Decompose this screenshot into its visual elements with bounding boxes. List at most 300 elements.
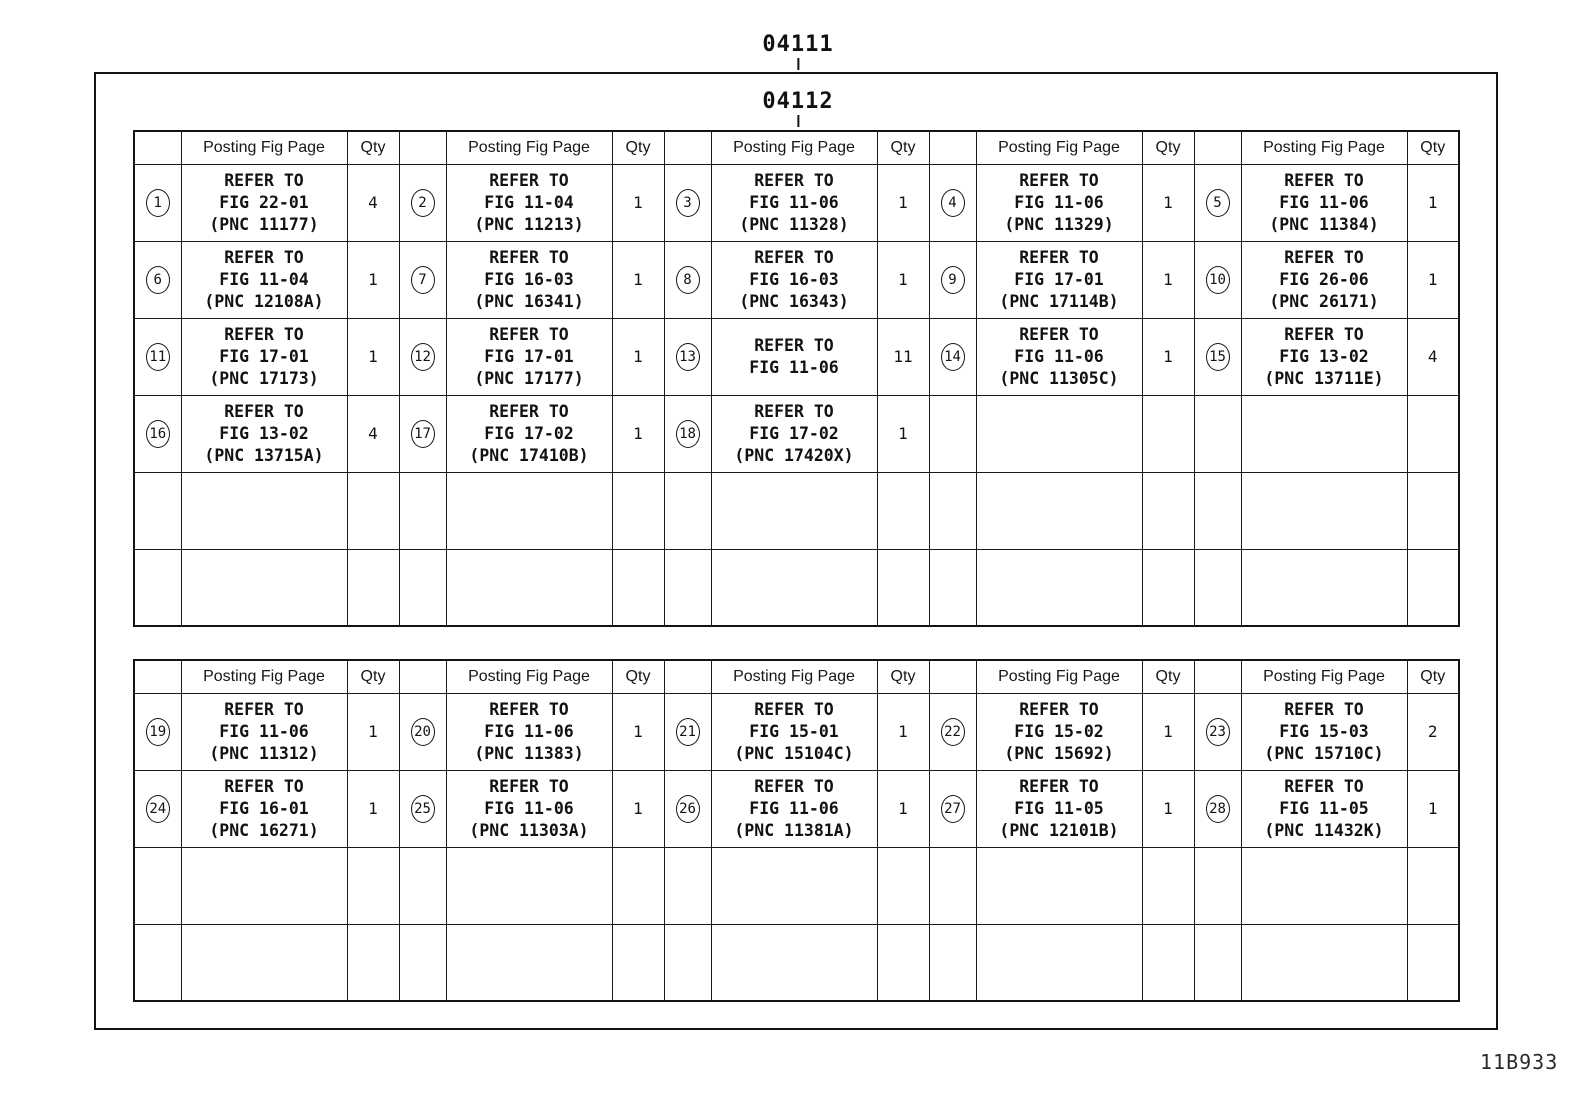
qty-value: 4 — [1427, 347, 1438, 366]
refer-to-line: REFER TO — [224, 699, 304, 719]
qty-value: 1 — [633, 722, 643, 741]
posting-fig-text — [999, 247, 1118, 313]
pnc-line: (PNC 11312) — [209, 743, 319, 763]
fig-page-line: FIG 15-02 — [1014, 721, 1104, 741]
empty-cell — [446, 847, 612, 924]
pnc-line: (PNC 11305C) — [999, 368, 1119, 388]
qty-cell — [1407, 693, 1459, 770]
posting-fig-cell — [181, 395, 347, 472]
item-number-cell — [664, 693, 711, 770]
data-row — [134, 395, 1459, 472]
item-number-badge: 16 — [146, 420, 170, 448]
posting-fig-cell — [711, 241, 877, 318]
item-col-header — [664, 131, 711, 164]
pnc-line: (PNC 11329) — [1004, 214, 1114, 234]
posting-fig-page-header: Posting Fig Page — [1241, 660, 1407, 693]
item-number-cell — [399, 770, 446, 847]
item-number-cell — [664, 318, 711, 395]
empty-cell — [1407, 847, 1459, 924]
part-code-04112 — [762, 89, 833, 127]
qty-header: Qty — [1407, 131, 1459, 164]
empty-cell — [1142, 549, 1194, 626]
fig-page-line: FIG 13-02 — [219, 423, 309, 443]
item-number-cell — [134, 693, 181, 770]
posting-fig-cell — [976, 318, 1142, 395]
leader-line-04112 — [797, 115, 799, 127]
fig-page-line: FIG 11-05 — [1014, 798, 1104, 818]
posting-fig-cell — [446, 770, 612, 847]
item-number-cell — [929, 164, 976, 241]
qty-value: 1 — [368, 722, 378, 741]
item-number-cell — [929, 770, 976, 847]
posting-fig-text — [474, 699, 583, 765]
qty-cell — [347, 693, 399, 770]
qty-header: Qty — [1407, 660, 1459, 693]
refer-to-line: REFER TO — [1019, 699, 1099, 719]
pnc-line: (PNC 16341) — [474, 291, 584, 311]
qty-cell — [347, 770, 399, 847]
empty-cell — [664, 847, 711, 924]
pnc-line: (PNC 17114B) — [999, 291, 1119, 311]
posting-fig-cell — [446, 318, 612, 395]
posting-fig-cell — [1241, 693, 1407, 770]
refer-to-line: REFER TO — [1284, 699, 1364, 719]
empty-cell — [347, 924, 399, 1001]
qty-cell — [612, 164, 664, 241]
empty-cell — [181, 549, 347, 626]
qty-header: Qty — [1142, 660, 1194, 693]
pnc-line: (PNC 11381A) — [734, 820, 854, 840]
posting-fig-table-lower-host — [133, 659, 1460, 1002]
item-number-badge: 18 — [676, 420, 700, 448]
posting-fig-text — [734, 401, 853, 467]
posting-fig-cell — [181, 241, 347, 318]
qty-cell — [877, 693, 929, 770]
item-number-cell — [134, 770, 181, 847]
qty-header: Qty — [612, 131, 664, 164]
empty-cell — [1142, 924, 1194, 1001]
posting-fig-page-header: Posting Fig Page — [181, 131, 347, 164]
qty-cell — [877, 241, 929, 318]
empty-cell — [134, 472, 181, 549]
refer-to-line: REFER TO — [754, 170, 834, 190]
posting-fig-page-header: Posting Fig Page — [446, 660, 612, 693]
qty-header: Qty — [877, 131, 929, 164]
posting-fig-cell — [181, 770, 347, 847]
empty-cell — [1407, 924, 1459, 1001]
posting-fig-text — [734, 776, 853, 842]
posting-fig-text — [739, 247, 848, 313]
qty-cell — [1407, 164, 1459, 241]
qty-value: 1 — [1163, 722, 1173, 741]
qty-header: Qty — [1142, 131, 1194, 164]
fig-page-line: FIG 26-06 — [1279, 269, 1369, 289]
empty-cell — [1241, 847, 1407, 924]
qty-cell — [1407, 395, 1459, 472]
empty-cell — [929, 847, 976, 924]
item-number-badge: 28 — [1206, 795, 1230, 823]
refer-to-line: REFER TO — [489, 776, 569, 796]
posting-fig-cell — [976, 395, 1142, 472]
pnc-line: (PNC 11384) — [1269, 214, 1379, 234]
item-col-header — [929, 660, 976, 693]
item-number-cell — [399, 164, 446, 241]
part-code-04111-text: 04111 — [762, 32, 834, 57]
fig-page-line: FIG 15-01 — [749, 721, 839, 741]
empty-cell — [1241, 472, 1407, 549]
qty-value: 4 — [368, 424, 378, 443]
leader-line-04111 — [797, 58, 799, 70]
qty-value: 1 — [1427, 270, 1438, 289]
empty-row — [134, 847, 1459, 924]
data-row — [134, 164, 1459, 241]
refer-to-line: REFER TO — [1019, 776, 1099, 796]
posting-fig-text — [1264, 699, 1383, 765]
empty-cell — [134, 924, 181, 1001]
refer-to-line: REFER TO — [224, 247, 304, 267]
fig-page-line: FIG 11-06 — [749, 357, 839, 377]
empty-cell — [664, 924, 711, 1001]
empty-cell — [347, 847, 399, 924]
posting-fig-cell — [976, 164, 1142, 241]
pnc-line: (PNC 16343) — [739, 291, 849, 311]
item-number-cell — [1194, 241, 1241, 318]
posting-fig-text — [1004, 699, 1113, 765]
qty-cell — [1142, 770, 1194, 847]
qty-cell — [612, 318, 664, 395]
empty-cell — [347, 549, 399, 626]
refer-to-line: REFER TO — [489, 699, 569, 719]
qty-value: 1 — [898, 193, 908, 212]
qty-cell — [1142, 318, 1194, 395]
pnc-line: (PNC 17410B) — [469, 445, 589, 465]
qty-value: 1 — [1163, 193, 1173, 212]
refer-to-line: REFER TO — [1019, 247, 1099, 267]
fig-page-line: FIG 11-04 — [484, 192, 574, 212]
item-col-header — [929, 131, 976, 164]
pnc-line: (PNC 11383) — [474, 743, 584, 763]
fig-page-line: FIG 17-01 — [219, 346, 309, 366]
empty-cell — [612, 847, 664, 924]
refer-to-line: REFER TO — [224, 170, 304, 190]
posting-fig-cell — [711, 693, 877, 770]
item-number-badge: 27 — [941, 795, 965, 823]
item-number-badge: 2 — [411, 189, 435, 217]
qty-value: 1 — [368, 270, 378, 289]
fig-page-line: FIG 11-04 — [219, 269, 309, 289]
item-number-badge: 14 — [941, 343, 965, 371]
posting-fig-page-header: Posting Fig Page — [976, 131, 1142, 164]
fig-page-line: FIG 11-06 — [484, 798, 574, 818]
refer-to-line: REFER TO — [224, 324, 304, 344]
qty-value: 1 — [1427, 193, 1438, 212]
pnc-line: (PNC 11432K) — [1264, 820, 1384, 840]
refer-to-line: REFER TO — [1019, 324, 1099, 344]
qty-value: 2 — [1427, 722, 1438, 741]
refer-to-line: REFER TO — [1284, 776, 1364, 796]
qty-value: 1 — [1163, 347, 1173, 366]
qty-cell — [1407, 241, 1459, 318]
empty-cell — [976, 472, 1142, 549]
qty-value: 1 — [368, 799, 378, 818]
posting-fig-text — [749, 335, 838, 379]
posting-fig-cell — [1241, 164, 1407, 241]
item-number-cell — [1194, 318, 1241, 395]
item-col-header — [664, 660, 711, 693]
empty-cell — [1194, 924, 1241, 1001]
posting-fig-text — [1269, 170, 1378, 236]
empty-cell — [446, 924, 612, 1001]
empty-cell — [399, 472, 446, 549]
fig-page-line: FIG 11-06 — [1279, 192, 1369, 212]
qty-value: 1 — [898, 424, 908, 443]
item-number-badge: 7 — [411, 266, 435, 294]
item-number-cell — [664, 241, 711, 318]
qty-cell — [347, 164, 399, 241]
posting-fig-cell — [181, 693, 347, 770]
item-number-cell — [929, 318, 976, 395]
fig-page-line: FIG 16-03 — [749, 269, 839, 289]
item-col-header — [1194, 660, 1241, 693]
refer-to-line: REFER TO — [489, 401, 569, 421]
posting-fig-text — [209, 170, 318, 236]
pnc-line: (PNC 17177) — [474, 368, 584, 388]
qty-cell — [1142, 395, 1194, 472]
data-row — [134, 318, 1459, 395]
item-number-cell — [134, 318, 181, 395]
pnc-line: (PNC 15104C) — [734, 743, 854, 763]
pnc-line: (PNC 17173) — [209, 368, 319, 388]
qty-cell — [347, 318, 399, 395]
pnc-line: (PNC 13715A) — [204, 445, 324, 465]
posting-fig-page-header: Posting Fig Page — [1241, 131, 1407, 164]
posting-fig-cell — [711, 770, 877, 847]
fig-page-line: FIG 22-01 — [219, 192, 309, 212]
fig-page-line: FIG 17-01 — [1014, 269, 1104, 289]
empty-cell — [612, 549, 664, 626]
posting-fig-text — [474, 324, 583, 390]
fig-page-line: FIG 11-06 — [1014, 346, 1104, 366]
item-number-cell — [1194, 395, 1241, 472]
pnc-line: (PNC 12108A) — [204, 291, 324, 311]
empty-cell — [1194, 847, 1241, 924]
refer-to-line: REFER TO — [489, 324, 569, 344]
qty-cell — [877, 318, 929, 395]
data-row — [134, 241, 1459, 318]
empty-cell — [1407, 549, 1459, 626]
posting-fig-text — [209, 776, 318, 842]
part-code-04112-text: 04112 — [762, 89, 834, 114]
pnc-line: (PNC 16271) — [209, 820, 319, 840]
refer-to-line: REFER TO — [754, 401, 834, 421]
item-number-badge: 6 — [146, 266, 170, 294]
refer-to-line: REFER TO — [224, 776, 304, 796]
fig-page-line: FIG 15-03 — [1279, 721, 1369, 741]
refer-to-line: REFER TO — [754, 335, 834, 355]
empty-cell — [1142, 472, 1194, 549]
refer-to-line: REFER TO — [1284, 170, 1364, 190]
empty-cell — [1241, 924, 1407, 1001]
refer-to-line: REFER TO — [1019, 170, 1099, 190]
item-number-cell — [1194, 770, 1241, 847]
part-code-04111 — [762, 32, 833, 70]
posting-fig-text — [204, 247, 323, 313]
empty-cell — [181, 924, 347, 1001]
empty-row — [134, 472, 1459, 549]
posting-fig-text — [734, 699, 853, 765]
qty-cell — [877, 164, 929, 241]
qty-cell — [1142, 693, 1194, 770]
item-number-cell — [134, 395, 181, 472]
empty-cell — [399, 924, 446, 1001]
empty-cell — [929, 472, 976, 549]
pnc-line: (PNC 26171) — [1269, 291, 1379, 311]
empty-cell — [976, 549, 1142, 626]
posting-fig-cell — [446, 693, 612, 770]
posting-fig-cell — [711, 164, 877, 241]
empty-cell — [181, 847, 347, 924]
posting-fig-page-header: Posting Fig Page — [446, 131, 612, 164]
pnc-line: (PNC 15710C) — [1264, 743, 1384, 763]
posting-fig-cell — [711, 318, 877, 395]
posting-fig-text — [474, 170, 583, 236]
item-col-header — [134, 660, 181, 693]
item-number-cell — [134, 164, 181, 241]
empty-row — [134, 924, 1459, 1001]
item-number-badge: 22 — [941, 718, 965, 746]
posting-fig-page-header: Posting Fig Page — [711, 131, 877, 164]
qty-value: 1 — [633, 270, 643, 289]
qty-cell — [877, 395, 929, 472]
qty-header: Qty — [347, 131, 399, 164]
empty-cell — [1194, 472, 1241, 549]
qty-value: 1 — [1163, 270, 1173, 289]
qty-value: 1 — [368, 347, 378, 366]
empty-cell — [1194, 549, 1241, 626]
item-number-cell — [399, 318, 446, 395]
item-number-cell — [929, 241, 976, 318]
posting-fig-cell — [181, 318, 347, 395]
item-number-cell — [664, 164, 711, 241]
qty-value: 11 — [893, 347, 913, 366]
item-number-badge: 17 — [411, 420, 435, 448]
qty-value: 1 — [1163, 799, 1173, 818]
empty-cell — [134, 549, 181, 626]
empty-cell — [877, 549, 929, 626]
empty-cell — [664, 472, 711, 549]
item-col-header — [1194, 131, 1241, 164]
empty-cell — [711, 549, 877, 626]
empty-cell — [877, 472, 929, 549]
posting-fig-page-header: Posting Fig Page — [976, 660, 1142, 693]
refer-to-line: REFER TO — [754, 247, 834, 267]
qty-value: 1 — [1427, 799, 1438, 818]
fig-page-line: FIG 11-06 — [749, 798, 839, 818]
fig-page-line: FIG 17-01 — [484, 346, 574, 366]
empty-cell — [399, 847, 446, 924]
item-number-badge: 8 — [676, 266, 700, 294]
qty-cell — [1407, 318, 1459, 395]
posting-fig-text — [999, 324, 1118, 390]
posting-fig-cell — [976, 241, 1142, 318]
fig-page-line: FIG 11-06 — [219, 721, 309, 741]
pnc-line: (PNC 17420X) — [734, 445, 854, 465]
sheet-code: 11B933 — [1480, 1050, 1559, 1074]
posting-fig-text — [1004, 170, 1113, 236]
item-number-badge: 23 — [1206, 718, 1230, 746]
qty-header: Qty — [612, 660, 664, 693]
item-number-badge: 20 — [411, 718, 435, 746]
qty-value: 1 — [898, 722, 908, 741]
refer-to-line: REFER TO — [489, 170, 569, 190]
posting-fig-text — [204, 401, 323, 467]
posting-fig-cell — [1241, 395, 1407, 472]
empty-cell — [1241, 549, 1407, 626]
posting-fig-text — [469, 401, 588, 467]
posting-fig-cell — [1241, 241, 1407, 318]
fig-page-line: FIG 11-05 — [1279, 798, 1369, 818]
posting-fig-cell — [446, 241, 612, 318]
refer-to-line: REFER TO — [489, 247, 569, 267]
posting-fig-text — [209, 324, 318, 390]
qty-cell — [1142, 164, 1194, 241]
empty-cell — [929, 924, 976, 1001]
posting-fig-text — [209, 699, 318, 765]
item-number-cell — [929, 395, 976, 472]
item-number-badge: 13 — [676, 343, 700, 371]
item-col-header — [399, 660, 446, 693]
item-col-header — [399, 131, 446, 164]
qty-value: 1 — [633, 799, 643, 818]
posting-fig-text — [1269, 247, 1378, 313]
empty-cell — [711, 924, 877, 1001]
refer-to-line: REFER TO — [224, 401, 304, 421]
qty-value: 1 — [633, 347, 643, 366]
posting-fig-cell — [1241, 770, 1407, 847]
item-number-badge: 26 — [676, 795, 700, 823]
qty-cell — [612, 770, 664, 847]
pnc-line: (PNC 11303A) — [469, 820, 589, 840]
pnc-line: (PNC 11213) — [474, 214, 584, 234]
posting-fig-cell — [446, 164, 612, 241]
refer-to-line: REFER TO — [1284, 247, 1364, 267]
empty-cell — [976, 924, 1142, 1001]
posting-fig-cell — [976, 693, 1142, 770]
empty-cell — [446, 472, 612, 549]
posting-fig-cell — [446, 395, 612, 472]
item-number-cell — [1194, 164, 1241, 241]
posting-fig-table-upper — [133, 130, 1460, 627]
data-row — [134, 770, 1459, 847]
item-number-badge: 21 — [676, 718, 700, 746]
item-number-badge: 1 — [146, 189, 170, 217]
empty-cell — [612, 472, 664, 549]
refer-to-line: REFER TO — [754, 699, 834, 719]
posting-fig-text — [739, 170, 848, 236]
item-number-badge: 4 — [941, 189, 965, 217]
posting-fig-table-lower — [133, 659, 1460, 1002]
item-number-badge: 24 — [146, 795, 170, 823]
posting-fig-cell — [181, 164, 347, 241]
fig-page-line: FIG 11-06 — [749, 192, 839, 212]
qty-header: Qty — [877, 660, 929, 693]
empty-cell — [711, 472, 877, 549]
pnc-line: (PNC 11328) — [739, 214, 849, 234]
posting-fig-cell — [976, 770, 1142, 847]
qty-cell — [347, 395, 399, 472]
empty-cell — [711, 847, 877, 924]
qty-cell — [1407, 770, 1459, 847]
